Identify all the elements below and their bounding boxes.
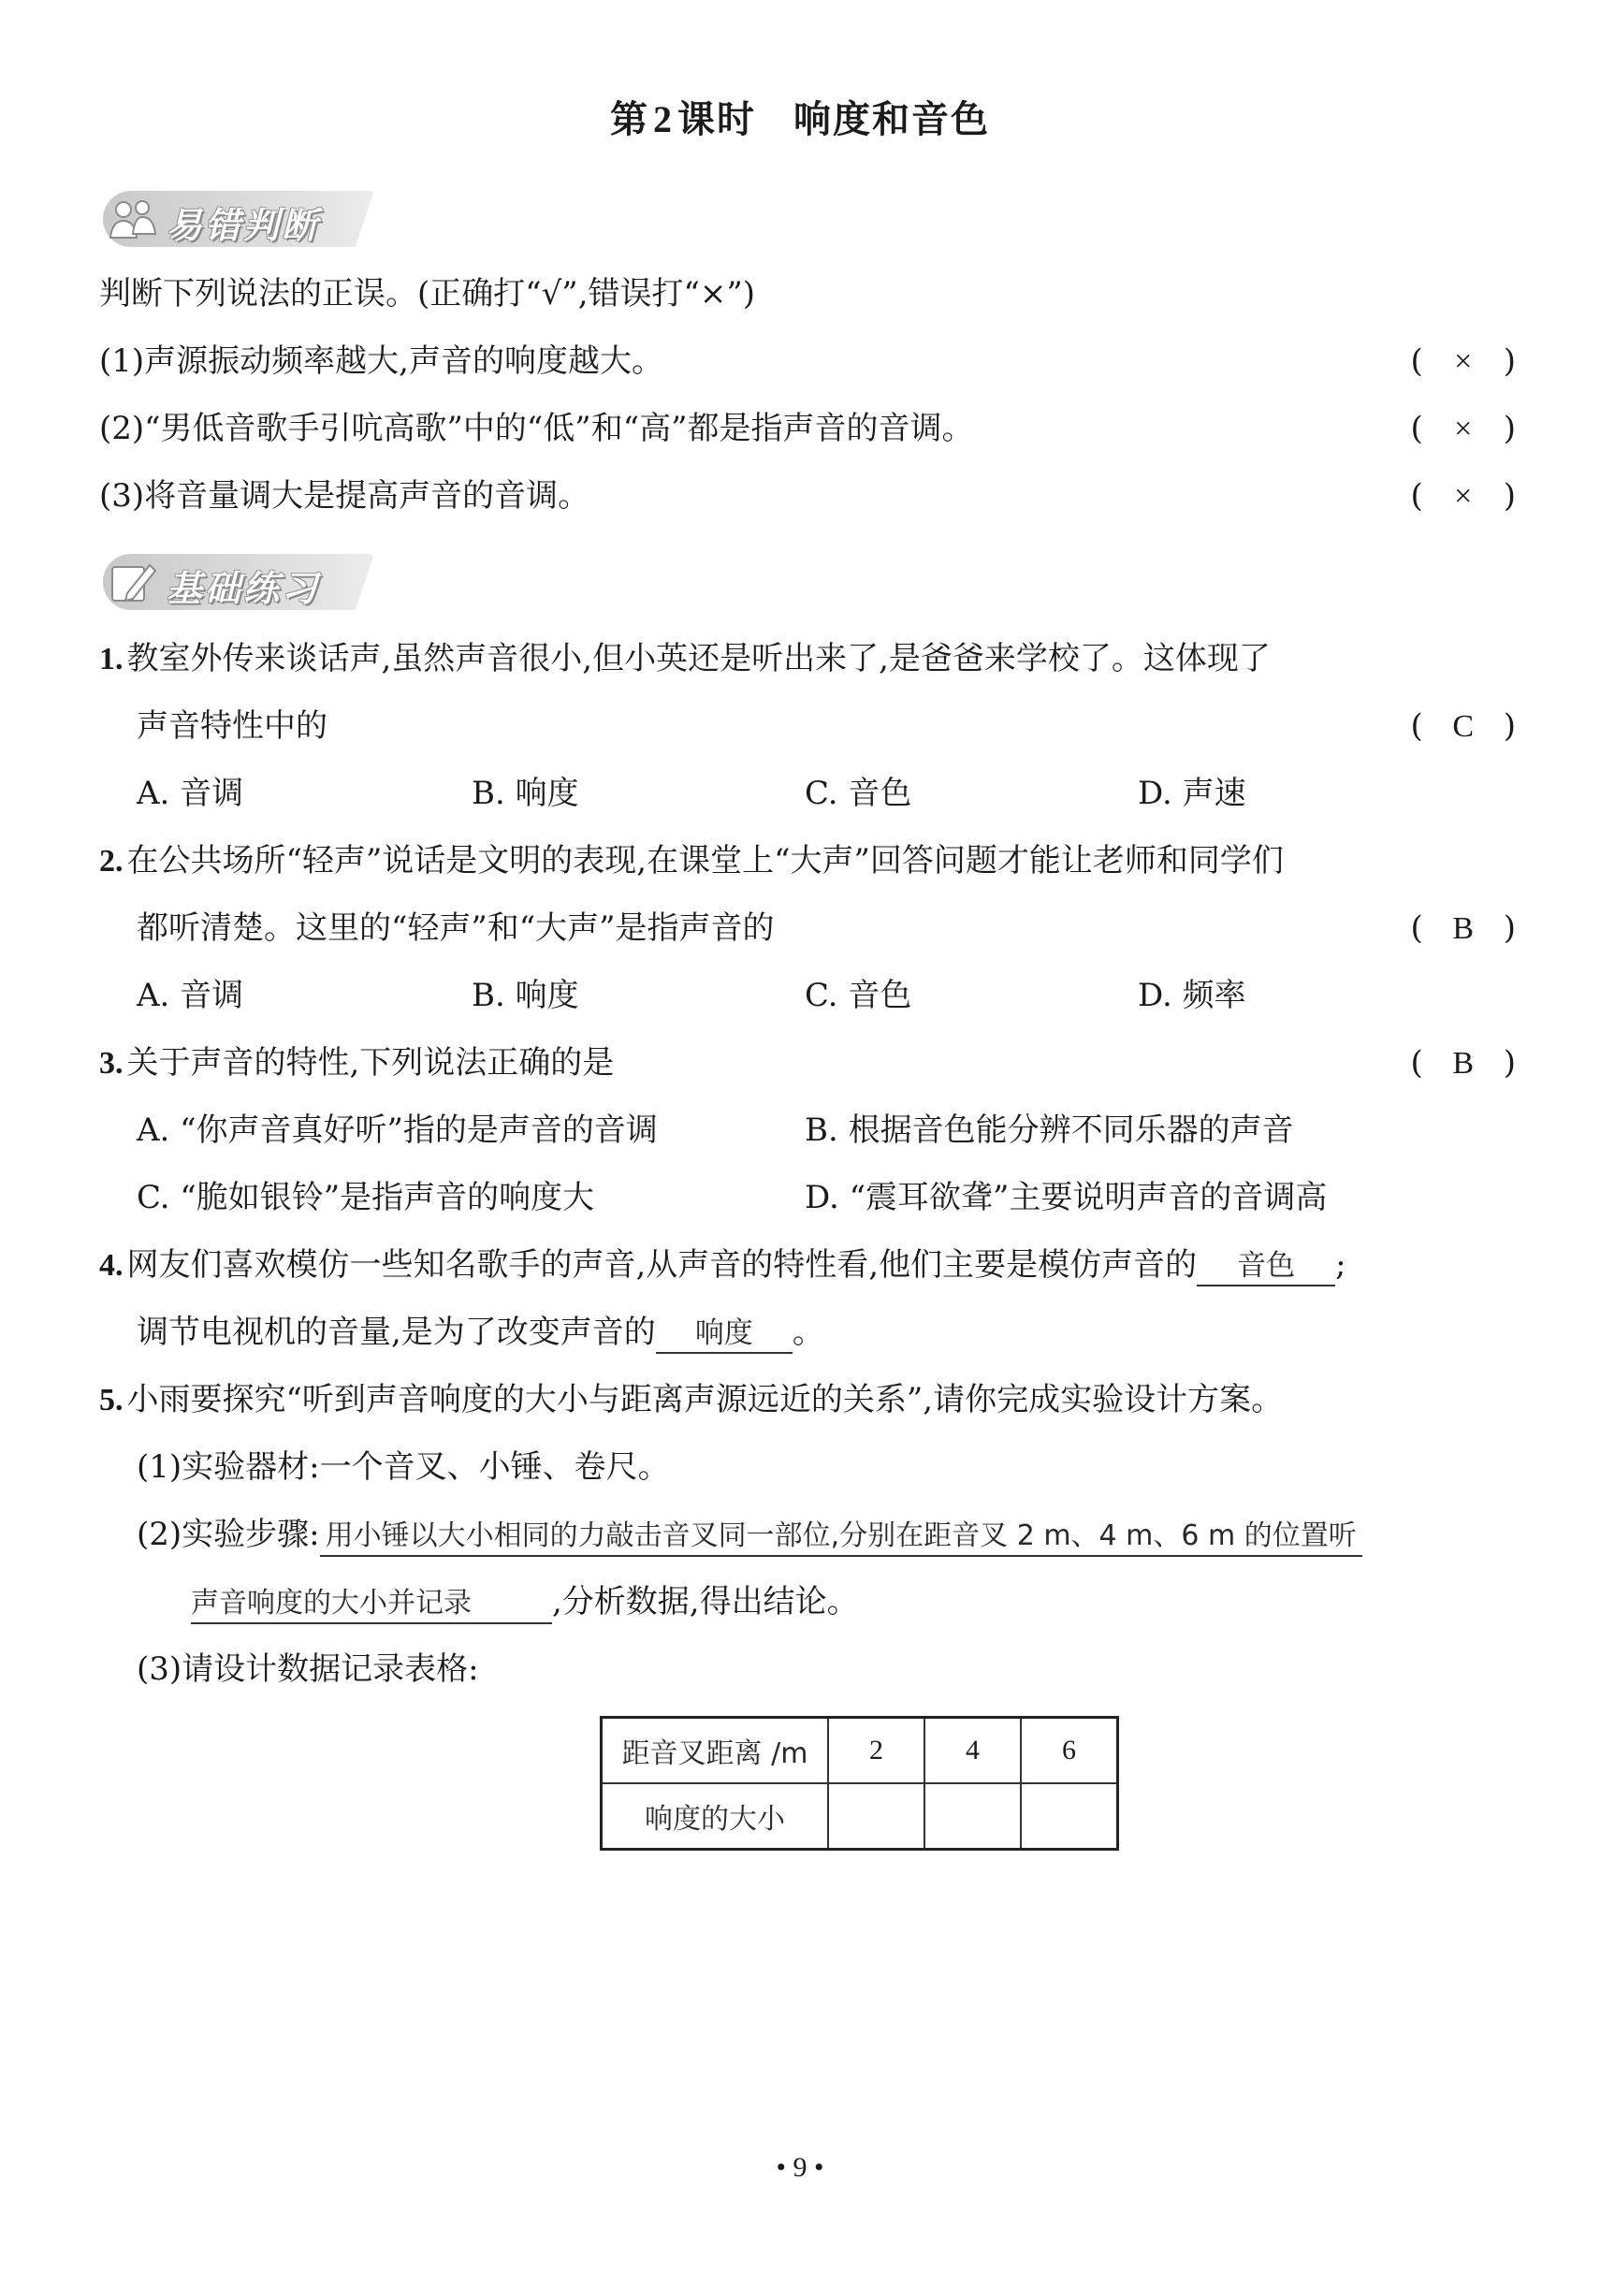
title-prefix: 第 <box>610 98 649 141</box>
title-topic: 响度和音色 <box>793 98 990 141</box>
title-number: 2 <box>653 98 674 140</box>
section-tag-label: 基础练习 <box>167 568 321 609</box>
question-5-materials: (1)实验器材:一个音叉、小锤、卷尺。 <box>137 1448 670 1486</box>
answer-value: B <box>1452 911 1475 946</box>
answer-bracket-judge-1: ( × ) <box>1410 341 1516 383</box>
question-3: 3. 关于声音的特性,下列说法正确的是 <box>99 1044 615 1082</box>
answer-bracket-q3: ( B ) <box>1410 1042 1516 1084</box>
answer-bracket-judge-3: ( × ) <box>1410 475 1516 517</box>
answer-blank-2: 响度 <box>656 1315 793 1354</box>
answer-blank-steps-b: 声音响度的大小并记录 <box>191 1585 552 1624</box>
page-number: • 9 • <box>776 2152 824 2183</box>
option-d: D. 频率 <box>1138 977 1246 1014</box>
table-header-cell: 响度的大小 <box>602 1783 829 1850</box>
judge-item-3: (3)将音量调大是提高声音的音调。 <box>99 477 590 515</box>
option-b: B. 响度 <box>472 775 579 812</box>
answer-value: × <box>1454 412 1473 446</box>
table-cell: 6 <box>1021 1718 1118 1784</box>
people-icon <box>109 196 157 241</box>
question-1: 1. 教室外传来谈话声,虽然声音很小,但小英还是听出来了,是爸爸来学校了。这体现了 <box>99 640 1271 677</box>
question-5-table-prompt: (3)请设计数据记录表格: <box>137 1650 479 1688</box>
question-5-steps-continued: 声音响度的大小并记录 ,分析数据,得出结论。 <box>191 1581 1516 1624</box>
option-c: C. 音色 <box>805 977 912 1014</box>
answer-blank-steps-a: 用小锤以大小相同的力敲击音叉同一部位,分别在距音叉 2 m、4 m、6 m 的位置听 <box>320 1518 1362 1557</box>
answer-bracket-judge-2: ( × ) <box>1410 408 1516 450</box>
option-a: A. 音调 <box>137 977 244 1014</box>
table-cell <box>1021 1783 1118 1850</box>
lesson-title <box>0 90 1600 143</box>
option-c: C. 音色 <box>805 775 912 812</box>
answer-value: C <box>1452 709 1475 744</box>
question-4: 4. 网友们喜欢模仿一些知名歌手的声音,从声音的特性看,他们主要是模仿声音的 音色 ; <box>99 1244 1516 1286</box>
data-record-table <box>600 1716 1119 1851</box>
title-unit: 课时 <box>677 98 756 141</box>
option-b: B. 根据音色能分辨不同乐器的声音 <box>805 1112 1294 1149</box>
judge-item-1: (1)声源振动频率越大,声音的响度越大。 <box>99 342 663 380</box>
section-tag-basic-practice <box>103 554 374 610</box>
answer-bracket-q2: ( B ) <box>1410 908 1516 950</box>
question-2: 2. 在公共场所“轻声”说话是文明的表现,在课堂上“大声”回答问题才能让老师和同学们 <box>99 842 1284 879</box>
option-a: A. “你声音真好听”指的是声音的音调 <box>137 1112 658 1149</box>
option-d: D. “震耳欲聋”主要说明声音的音调高 <box>805 1179 1328 1216</box>
table-row <box>602 1783 1118 1850</box>
option-c: C. “脆如银铃”是指声音的响度大 <box>137 1179 595 1216</box>
table-cell: 2 <box>828 1718 924 1784</box>
question-5-steps: (2)实验步骤: 用小锤以大小相同的力敲击音叉同一部位,分别在距音叉 2 m、4 m、6 m 的位置听 <box>137 1514 1516 1557</box>
option-d: D. 声速 <box>1138 775 1246 812</box>
table-row <box>602 1718 1118 1784</box>
table-cell <box>828 1783 924 1850</box>
question-5: 5. 小雨要探究“听到声音响度的大小与距离声源远近的关系”,请你完成实验设计方案。 <box>99 1381 1284 1418</box>
answer-value: B <box>1452 1046 1475 1081</box>
section-tag-label: 易错判断 <box>167 205 321 246</box>
table-header-cell: 距音叉距离 /m <box>602 1718 829 1784</box>
question-4-continued: 调节电视机的音量,是为了改变声音的 响度 。 <box>137 1312 1516 1354</box>
answer-value: × <box>1454 344 1473 379</box>
question-2-continued: 都听清楚。这里的“轻声”和“大声”是指声音的 <box>137 909 775 947</box>
answer-bracket-q1: ( C ) <box>1410 705 1516 748</box>
pencil-icon <box>109 559 157 604</box>
option-a: A. 音调 <box>137 775 244 812</box>
answer-blank-1: 音色 <box>1197 1247 1335 1286</box>
judge-item-2: (2)“男低音歌手引吭高歌”中的“低”和“高”都是指声音的音调。 <box>99 410 974 447</box>
answer-value: × <box>1454 479 1473 514</box>
section-tag-common-mistakes <box>103 191 374 247</box>
table-cell: 4 <box>924 1718 1021 1784</box>
option-b: B. 响度 <box>472 977 579 1014</box>
table-cell <box>924 1783 1021 1850</box>
question-1-continued: 声音特性中的 <box>137 707 327 745</box>
judge-instruction: 判断下列说法的正误。(正确打“√”,错误打“×”) <box>99 275 756 312</box>
